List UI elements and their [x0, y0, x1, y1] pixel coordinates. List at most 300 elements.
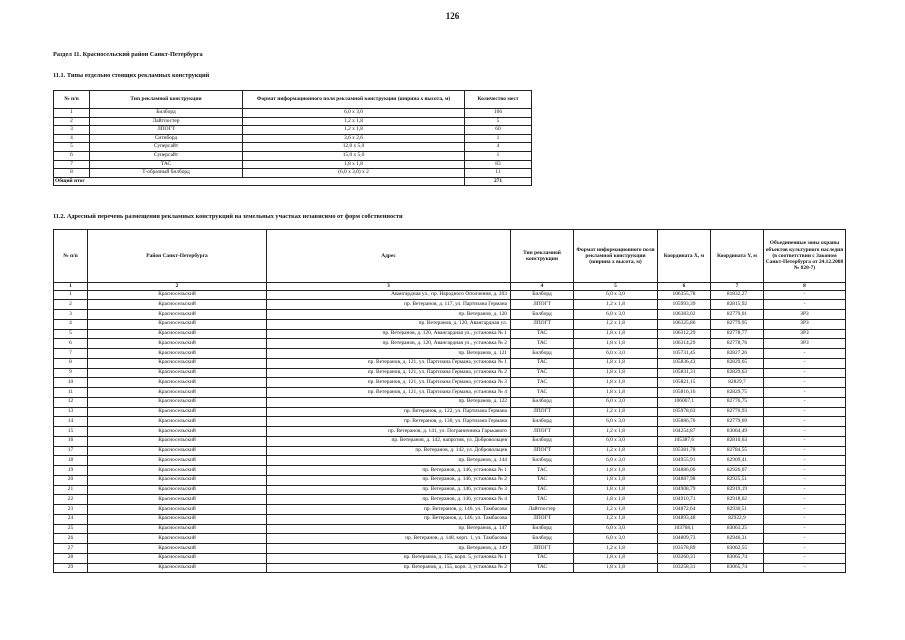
cell-coord-y: 82779,69: [711, 417, 764, 427]
table-header-row: [54, 91, 532, 109]
cell-format: 6,0 х 3,0: [574, 436, 658, 446]
cell-number: 16: [54, 436, 88, 446]
header-number: № п/п: [54, 91, 90, 109]
cell-count: 1: [465, 151, 532, 160]
cell-type: ТАС: [511, 553, 574, 563]
cell-count: 5: [465, 117, 532, 126]
cell-format: 15,0 х 5,0: [243, 151, 465, 160]
table-row: [54, 407, 846, 417]
table-row: [54, 160, 532, 169]
cell-format: 1,2 х 1,8: [574, 300, 658, 310]
cell-district: Красносельский: [88, 329, 267, 339]
cell-coord-x: 103260,31: [658, 553, 711, 563]
cell-type: ТАС: [511, 485, 574, 495]
cell-address: пр. Ветеранов, д. 146, установка № 1: [267, 466, 511, 476]
cell-coord-y: 83062,55: [711, 544, 764, 554]
cell-coord-y: 82918,62: [711, 495, 764, 505]
table-row: [54, 368, 846, 378]
cell-type: Т-образный билборд: [90, 169, 243, 178]
cell-type: Билборд: [511, 397, 574, 407]
cell-heritage-zone: -: [764, 475, 846, 485]
cell-address: пр. Ветеранов, д. 117, ул. Партизана Германа: [267, 300, 511, 310]
cell-type: Билборд: [511, 417, 574, 427]
cell-district: Красносельский: [88, 475, 267, 485]
table-row: [54, 143, 532, 152]
cell-heritage-zone: -: [764, 358, 846, 368]
cell-address: пр. Ветеранов, д. 141, ул. Пограничника Гарькавого: [267, 427, 511, 437]
cell-coord-y: 82778,77: [711, 329, 764, 339]
cell-district: Красносельский: [88, 339, 267, 349]
cell-number: 13: [54, 407, 88, 417]
cell-address: пр. Ветеранов, д. 146, установка № 4: [267, 495, 511, 505]
cell-address: пр. Ветеранов, д. 121: [267, 349, 511, 359]
cell-address: пр. Ветеранов, д. 121, ул. Партизана Германа, установка № 2: [267, 368, 511, 378]
table-row: [54, 319, 846, 329]
cell-heritage-zone: -: [764, 368, 846, 378]
cell-coord-x: 105836,43: [658, 358, 711, 368]
subsection2-title: 11.2. Адресный перечень размещения рекламных конструкций на земельных участках независимо от форм собственности: [53, 213, 403, 220]
column-number: 4: [511, 283, 574, 291]
cell-type: Билборд: [511, 290, 574, 300]
cell-heritage-zone: -: [764, 456, 846, 466]
cell-number: 9: [54, 368, 88, 378]
cell-format: 6,0 х 3,0: [574, 310, 658, 320]
cell-address: пр. Ветеранов, д. 120: [267, 310, 511, 320]
table-row: [54, 300, 846, 310]
cell-address: пр. Ветеранов, д. 146, установка № 2: [267, 475, 511, 485]
cell-format: 1,8 х 1,8: [574, 563, 658, 573]
cell-address: пр. Ветеранов, д. 120, Авангардная ул., установка № 2: [267, 339, 511, 349]
cell-district: Красносельский: [88, 446, 267, 456]
cell-district: Красносельский: [88, 514, 267, 524]
cell-coord-x: 105886,76: [658, 417, 711, 427]
cell-type: ТАС: [511, 388, 574, 398]
cell-type: ЛПОГТ: [511, 544, 574, 554]
header-count: Количество мест: [465, 91, 532, 109]
cell-district: Красносельский: [88, 300, 267, 310]
cell-coord-x: 103258,31: [658, 563, 711, 573]
cell-coord-x: 105381,78: [658, 446, 711, 456]
cell-coord-y: 82784,55: [711, 446, 764, 456]
cell-district: Красносельский: [88, 388, 267, 398]
cell-district: Красносельский: [88, 466, 267, 476]
cell-type: Билборд: [511, 349, 574, 359]
column-number: 8: [764, 283, 846, 291]
cell-address: пр. Ветеранов, д. 120, Авангардная ул., установка № 1: [267, 329, 511, 339]
column-number: 6: [658, 283, 711, 291]
cell-format: 1,2 х 1,8: [574, 544, 658, 554]
cell-coord-x: 106067,1: [658, 397, 711, 407]
cell-address: пр. Ветеранов, д. 142, напротив, ул. Добровольцев: [267, 436, 511, 446]
table-row: [54, 427, 846, 437]
cell-coord-x: 105816,16: [658, 388, 711, 398]
cell-format: 1,8 х 1,8: [574, 495, 658, 505]
cell-coord-x: 104809,73: [658, 534, 711, 544]
cell-coord-x: 103768,1: [658, 524, 711, 534]
cell-format: 1,2 х 1,8: [243, 117, 465, 126]
subsection1-title: 11.1. Типы отдельно стоящих рекламных конструкций: [53, 72, 210, 79]
table-row: [54, 553, 846, 563]
cell-format: 1,8 х 1,8: [574, 553, 658, 563]
cell-number: 4: [54, 319, 88, 329]
cell-district: Красносельский: [88, 553, 267, 563]
cell-coord-y: 82829,63: [711, 368, 764, 378]
cell-type: ТАС: [511, 339, 574, 349]
cell-number: 14: [54, 417, 88, 427]
cell-format: 12,0 х 5,0: [243, 143, 465, 152]
cell-address: Авангардная ул., пр. Народного Ополчения, д. 203: [267, 290, 511, 300]
cell-district: Красносельский: [88, 397, 267, 407]
cell-address: пр. Ветеранов, д. 122, ул. Партизана Германа: [267, 407, 511, 417]
cell-number: 12: [54, 397, 88, 407]
cell-address: пр. Ветеранов, д. 120, Авангардная ул.: [267, 319, 511, 329]
cell-format: 6,0 х 3,0: [574, 534, 658, 544]
cell-type: ЛПОГТ: [511, 514, 574, 524]
cell-type: ЛПОГТ: [511, 446, 574, 456]
cell-coord-y: 83065,74: [711, 553, 764, 563]
cell-format: 1,8 х 1,8: [574, 358, 658, 368]
cell-count: 1: [465, 134, 532, 143]
cell-coord-y: 82829,7: [711, 378, 764, 388]
cell-heritage-zone: ЗРЗ: [764, 339, 846, 349]
cell-count: 11: [465, 169, 532, 178]
table-row: [54, 436, 846, 446]
table-row: [54, 117, 532, 126]
cell-format: 1,8 х 1,8: [574, 368, 658, 378]
cell-coord-x: 106325,86: [658, 319, 711, 329]
cell-coord-y: 82776,93: [711, 407, 764, 417]
cell-coord-y: 82827,26: [711, 349, 764, 359]
cell-address: пр. Ветеранов, д. 121, ул. Партизана Германа, установка № 1: [267, 358, 511, 368]
cell-number: 3: [54, 126, 90, 135]
cell-address: пр. Ветеранов, д. 122: [267, 397, 511, 407]
cell-heritage-zone: -: [764, 485, 846, 495]
cell-district: Красносельский: [88, 534, 267, 544]
header-format: Формат информационного поля рекламной конструкции (ширина х высота, м): [243, 91, 465, 109]
cell-coord-x: 104872,64: [658, 505, 711, 515]
cell-heritage-zone: -: [764, 446, 846, 456]
cell-type: ТАС: [511, 378, 574, 388]
table-row: [54, 475, 846, 485]
cell-heritage-zone: -: [764, 300, 846, 310]
table-row: [54, 290, 846, 300]
cell-district: Красносельский: [88, 436, 267, 446]
cell-heritage-zone: -: [764, 524, 846, 534]
cell-count: 83: [465, 160, 532, 169]
cell-number: 25: [54, 524, 88, 534]
table-row: [54, 466, 846, 476]
cell-coord-x: 104886,06: [658, 466, 711, 476]
cell-format: 1,8 х 1,8: [574, 378, 658, 388]
cell-district: Красносельский: [88, 358, 267, 368]
cell-coord-x: 105978,63: [658, 407, 711, 417]
cell-number: 6: [54, 151, 90, 160]
cell-format: 6,0 х 3,0: [243, 109, 465, 118]
table-row: [54, 495, 846, 505]
cell-coord-x: 104893,48: [658, 514, 711, 524]
cell-heritage-zone: -: [764, 388, 846, 398]
table-row: [54, 417, 846, 427]
cell-type: Суперсайт: [90, 143, 243, 152]
cell-format: 1,2 х 1,8: [574, 446, 658, 456]
cell-format: 6,0 х 3,0: [574, 417, 658, 427]
cell-number: 27: [54, 544, 88, 554]
header-heritage-zone: Объединенные зоны охраны объектов культурного наследия (в соответствии с Законом Санкт-Петербурга от 24.12.2008 № 820-7): [764, 230, 846, 283]
cell-address: пр. Ветеранов, д. 130, ул. Партизана Германа: [267, 417, 511, 427]
cell-number: 5: [54, 143, 90, 152]
cell-coord-x: 106312,29: [658, 329, 711, 339]
cell-district: Красносельский: [88, 485, 267, 495]
cell-number: 8: [54, 358, 88, 368]
table-row: [54, 134, 532, 143]
cell-heritage-zone: -: [764, 436, 846, 446]
cell-address: пр. Ветеранов, д. 146, ул. Тамбасова: [267, 505, 511, 515]
cell-number: 8: [54, 169, 90, 178]
cell-format: 1,8 х 1,8: [574, 485, 658, 495]
cell-format: 6,0 х 3,0: [574, 524, 658, 534]
cell-coord-y: 82925,51: [711, 475, 764, 485]
cell-format: 1,8 х 1,8: [243, 160, 465, 169]
cell-address: пр. Ветеранов, д. 142, ул. Добровольцев: [267, 446, 511, 456]
cell-number: 21: [54, 485, 88, 495]
cell-heritage-zone: ЗРЗ: [764, 319, 846, 329]
ad-types-table: [53, 90, 532, 186]
cell-number: 11: [54, 388, 88, 398]
cell-type: ЛПОГТ: [511, 300, 574, 310]
address-list-table: [53, 229, 846, 573]
column-number-row: [54, 283, 846, 291]
cell-type: ЛПОГТ: [511, 407, 574, 417]
cell-coord-y: 82922,9: [711, 514, 764, 524]
cell-district: Красносельский: [88, 290, 267, 300]
cell-number: 7: [54, 349, 88, 359]
cell-count: 106: [465, 109, 532, 118]
cell-type: Билборд: [511, 534, 574, 544]
table-row: [54, 514, 846, 524]
cell-format: 1,8 х 1,8: [574, 339, 658, 349]
cell-coord-y: 82815,92: [711, 300, 764, 310]
cell-address: пр. Ветеранов, д. 147: [267, 524, 511, 534]
cell-number: 22: [54, 495, 88, 505]
cell-type: Билборд: [511, 524, 574, 534]
cell-heritage-zone: -: [764, 378, 846, 388]
cell-heritage-zone: -: [764, 466, 846, 476]
cell-address: пр. Ветеранов, д. 155, корп. 3, установка № 2: [267, 563, 511, 573]
cell-district: Красносельский: [88, 456, 267, 466]
cell-type: ТАС: [511, 329, 574, 339]
cell-coord-y: 82779,95: [711, 319, 764, 329]
cell-heritage-zone: -: [764, 290, 846, 300]
cell-district: Красносельский: [88, 563, 267, 573]
cell-type: ТАС: [90, 160, 243, 169]
cell-coord-x: 105731,45: [658, 349, 711, 359]
cell-coord-y: 82919,19: [711, 485, 764, 495]
cell-district: Красносельский: [88, 524, 267, 534]
cell-coord-y: 82829,65: [711, 358, 764, 368]
cell-coord-x: 105993,39: [658, 300, 711, 310]
cell-number: 7: [54, 160, 90, 169]
cell-format: 1,2 х 1,8: [574, 514, 658, 524]
table-row: [54, 505, 846, 515]
table-row: [54, 446, 846, 456]
table-row: [54, 534, 846, 544]
cell-address: пр. Ветеранов, д. 148, корп. 1, ул. Тамбасова: [267, 534, 511, 544]
cell-coord-y: 82778,76: [711, 339, 764, 349]
cell-heritage-zone: -: [764, 407, 846, 417]
cell-number: 3: [54, 310, 88, 320]
table-row: [54, 378, 846, 388]
cell-type: ТАС: [511, 495, 574, 505]
cell-coord-x: 104955,91: [658, 456, 711, 466]
cell-type: Билборд: [511, 310, 574, 320]
page-number: 126: [445, 11, 460, 21]
cell-type: Билборд: [511, 456, 574, 466]
table-row: [54, 126, 532, 135]
cell-district: Красносельский: [88, 349, 267, 359]
column-number: 2: [88, 283, 267, 291]
cell-heritage-zone: -: [764, 427, 846, 437]
column-number: 1: [54, 283, 88, 291]
cell-format: 1,8 х 1,8: [574, 388, 658, 398]
cell-coord-y: 82829,75: [711, 388, 764, 398]
cell-coord-y: 83064,49: [711, 427, 764, 437]
header-type: Тип рекламной конструкции: [90, 91, 243, 109]
cell-district: Красносельский: [88, 495, 267, 505]
cell-coord-x: 105821,15: [658, 378, 711, 388]
cell-coord-x: 104910,71: [658, 495, 711, 505]
cell-heritage-zone: -: [764, 514, 846, 524]
header-coord-y: Координата Y, м: [711, 230, 764, 283]
cell-type: ТАС: [511, 358, 574, 368]
header-number: № п/п: [54, 230, 88, 283]
header-coord-x: Координата X, м: [658, 230, 711, 283]
cell-number: 4: [54, 134, 90, 143]
cell-coord-y: 83063,25: [711, 524, 764, 534]
cell-heritage-zone: -: [764, 534, 846, 544]
cell-number: 18: [54, 456, 88, 466]
cell-format: 3,6 х 2,6: [243, 134, 465, 143]
cell-count: 4: [465, 143, 532, 152]
cell-format: 1,8 х 1,8: [574, 329, 658, 339]
cell-format: 1,8 х 1,8: [574, 475, 658, 485]
cell-format: 1,2 х 1,8: [574, 505, 658, 515]
cell-coord-y: 83065,74: [711, 563, 764, 573]
total-row: [54, 177, 532, 186]
cell-number: 23: [54, 505, 88, 515]
cell-type: Суперсайт: [90, 151, 243, 160]
cell-coord-x: 105831,31: [658, 368, 711, 378]
cell-type: ТАС: [511, 475, 574, 485]
cell-format: 1,2 х 1,8: [574, 407, 658, 417]
cell-type: Ситиборд: [90, 134, 243, 143]
cell-number: 6: [54, 339, 88, 349]
cell-coord-x: 105387,6: [658, 436, 711, 446]
table-row: [54, 485, 846, 495]
cell-number: 29: [54, 563, 88, 573]
cell-number: 5: [54, 329, 88, 339]
cell-heritage-zone: -: [764, 553, 846, 563]
cell-address: пр. Ветеранов, д. 146, установка № 3: [267, 485, 511, 495]
cell-address: пр. Ветеранов, д. 121, ул. Партизана Германа, установка № 3: [267, 378, 511, 388]
cell-district: Красносельский: [88, 544, 267, 554]
cell-type: ТАС: [511, 563, 574, 573]
table-row: [54, 349, 846, 359]
cell-district: Красносельский: [88, 505, 267, 515]
cell-heritage-zone: ЗРЗ: [764, 310, 846, 320]
cell-coord-y: 82930,51: [711, 505, 764, 515]
cell-address: пр. Ветеранов, д. 121, ул. Партизана Германа, установка № 4: [267, 388, 511, 398]
cell-number: 1: [54, 109, 90, 118]
cell-district: Красносельский: [88, 378, 267, 388]
cell-heritage-zone: -: [764, 397, 846, 407]
cell-format: 1,2 х 1,8: [243, 126, 465, 135]
cell-coord-x: 104254,87: [658, 427, 711, 437]
cell-coord-x: 106355,78: [658, 290, 711, 300]
cell-heritage-zone: -: [764, 505, 846, 515]
cell-type: ЛПОГТ: [511, 319, 574, 329]
header-address: Адрес: [267, 230, 511, 283]
cell-format: (6,0 х 3,0) х 2: [243, 169, 465, 178]
table-row: [54, 358, 846, 368]
cell-address: пр. Ветеранов, д. 155, корп. 5, установка № 1: [267, 553, 511, 563]
cell-type: ЛПОГТ: [90, 126, 243, 135]
total-label: Общий итог: [54, 177, 465, 186]
cell-format: 1,8 х 1,8: [574, 466, 658, 476]
cell-type: Лайтпостер: [90, 117, 243, 126]
cell-number: 2: [54, 300, 88, 310]
column-number: 3: [267, 283, 511, 291]
table-row: [54, 310, 846, 320]
cell-number: 1: [54, 290, 88, 300]
cell-number: 19: [54, 466, 88, 476]
cell-district: Красносельский: [88, 407, 267, 417]
cell-coord-y: 82909,41: [711, 456, 764, 466]
cell-number: 15: [54, 427, 88, 437]
cell-heritage-zone: -: [764, 495, 846, 505]
cell-coord-y: 82776,75: [711, 397, 764, 407]
cell-heritage-zone: -: [764, 349, 846, 359]
table-row: [54, 456, 846, 466]
cell-coord-y: 81832,27: [711, 290, 764, 300]
cell-number: 10: [54, 378, 88, 388]
table-row: [54, 329, 846, 339]
cell-district: Красносельский: [88, 310, 267, 320]
cell-number: 28: [54, 553, 88, 563]
cell-count: 60: [465, 126, 532, 135]
cell-number: 24: [54, 514, 88, 524]
table-row: [54, 563, 846, 573]
table-row: [54, 339, 846, 349]
cell-number: 17: [54, 446, 88, 456]
header-district: Район Санкт-Петербурга: [88, 230, 267, 283]
cell-type: Билборд: [90, 109, 243, 118]
cell-format: 6,0 х 3,0: [574, 349, 658, 359]
table-row: [54, 388, 846, 398]
table-row: [54, 109, 532, 118]
cell-heritage-zone: ЗРЗ: [764, 329, 846, 339]
cell-coord-x: 106314,29: [658, 339, 711, 349]
cell-format: 1,2 х 1,8: [574, 319, 658, 329]
cell-heritage-zone: -: [764, 563, 846, 573]
table-row: [54, 151, 532, 160]
cell-district: Красносельский: [88, 368, 267, 378]
cell-district: Красносельский: [88, 427, 267, 437]
column-number: 5: [574, 283, 658, 291]
cell-coord-y: 82926,07: [711, 466, 764, 476]
column-number: 7: [711, 283, 764, 291]
cell-heritage-zone: -: [764, 417, 846, 427]
cell-coord-x: 104908,79: [658, 485, 711, 495]
